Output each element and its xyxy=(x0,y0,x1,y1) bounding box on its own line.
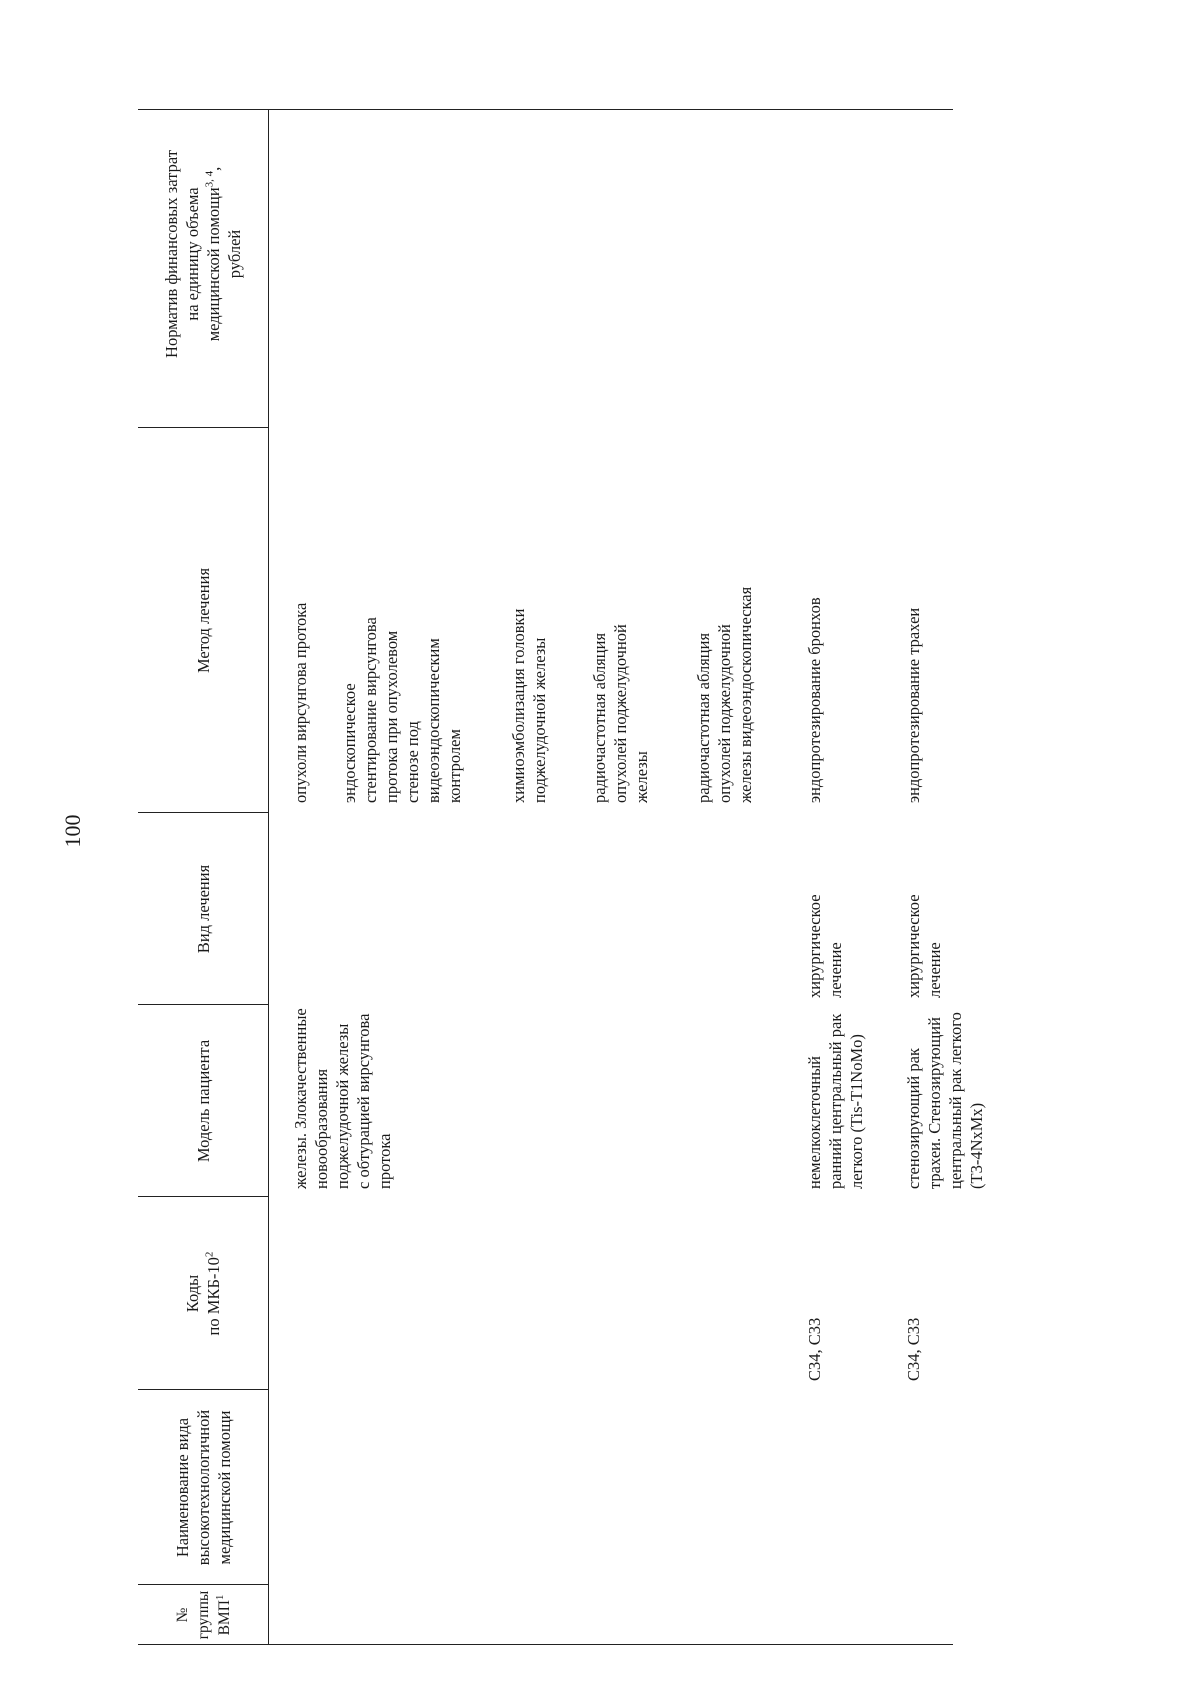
header-rule xyxy=(268,110,269,1645)
header-patient-model xyxy=(138,1005,268,1197)
header-codes-text: Коды по МКБ-10 xyxy=(183,1257,223,1336)
rotated-table xyxy=(138,110,986,1645)
header-group-no xyxy=(138,1585,268,1645)
header-name-text: Наименование вида высокотехнологичной медицинской помощи xyxy=(172,1409,234,1566)
block1-method-2: эндоскопическое стентирование вирсунгова протока при опухолевом стенозе под видеоэндоскопическим контролем xyxy=(340,617,464,803)
row2-codes: C34, C33 xyxy=(904,1317,923,1381)
header-cost xyxy=(138,110,268,428)
header-method xyxy=(138,428,268,813)
row1-codes: C34, C33 xyxy=(805,1317,824,1381)
header-cost-sup: 3, 4 xyxy=(203,170,216,188)
row1-patient-model: немелкоклеточный ранний центральный рак легкого (Tis-T1NoMo) xyxy=(805,1013,866,1189)
row1-treatment-type: хирургическое лечение xyxy=(805,894,845,998)
header-treatment-type xyxy=(138,813,268,1005)
header-cost-tail: , рублей xyxy=(204,166,244,279)
header-codes xyxy=(138,1197,268,1390)
row2-patient-model: стенозирующий рак трахеи. Стенозирующий центральный рак легкого (T3-4NxMx) xyxy=(904,1012,986,1189)
block1-method-1: опухоли вирсунгова протока xyxy=(291,602,310,803)
block1-method-4: радиочастотная абляция опухолей поджелудочной железы xyxy=(590,624,651,803)
header-name xyxy=(138,1390,268,1585)
header-group-no-sup: 1 xyxy=(213,1594,226,1601)
page-number: 100 xyxy=(60,814,85,848)
block1-method-3: химиоэмболизация головки поджелудочной железы xyxy=(509,608,549,803)
header-codes-sup: 2 xyxy=(203,1251,216,1258)
header-patient-model-text: Модель пациента xyxy=(193,1039,213,1163)
row2-method: эндопротезирование трахеи xyxy=(904,607,923,803)
header-cost-text: Норматив финансовых затрат на единицу объема медицинской помощи xyxy=(162,150,223,358)
header-treatment-type-text: Вид лечения xyxy=(193,864,213,954)
row2-treatment-type: хирургическое лечение xyxy=(904,894,944,998)
row1-method: эндопротезирование бронхов xyxy=(805,597,824,803)
block1-method-5: радиочастотная абляция опухолей поджелудочной железы видеоэндоскопическая xyxy=(694,586,755,803)
header-group-no-text: № группы ВМП xyxy=(173,1590,233,1640)
block1-patient-model: железы. Злокачественные новообразования поджелудочной железы с обтурацией вирсунгова протока xyxy=(291,1008,394,1189)
header-method-text: Метод лечения xyxy=(193,567,213,674)
